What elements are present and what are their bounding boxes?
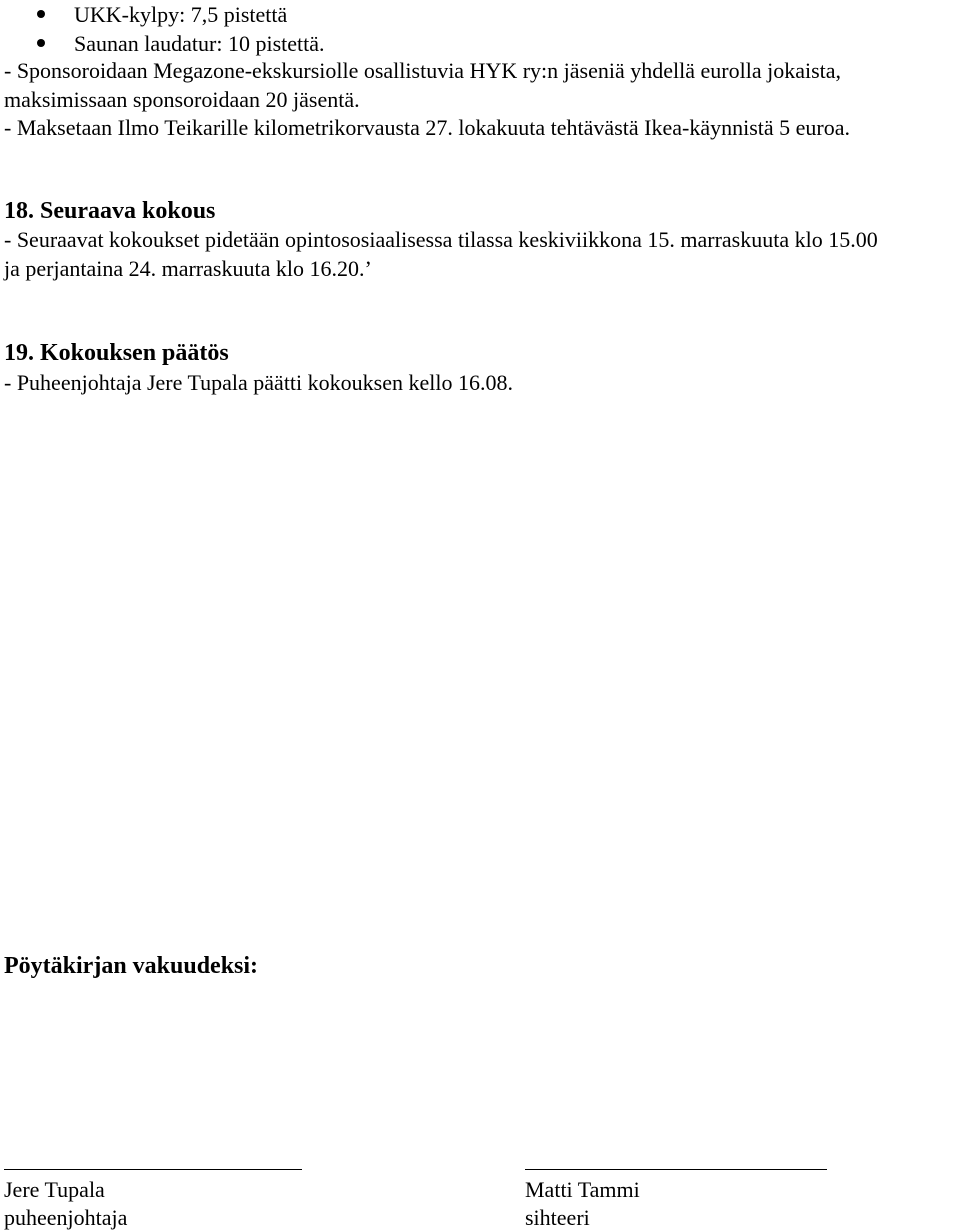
certification-label: Pöytäkirjan vakuudeksi: — [4, 953, 259, 979]
section-19-line-1: - Puheenjohtaja Jere Tupala päätti kokouksen kello 16.08. — [4, 370, 513, 395]
payment-line: - Maksetaan Ilmo Teikarille kilometrikorvausta 27. lokakuuta tehtävästä Ikea-käynnistä 5 euroa. — [4, 115, 850, 140]
section-19-heading: 19. Kokouksen päätös — [4, 340, 229, 366]
signer-name-secretary: Matti Tammi — [525, 1177, 640, 1202]
sponsor-line-2: maksimissaan sponsoroidaan 20 jäsentä. — [4, 87, 360, 112]
signature-line-chair — [4, 1169, 302, 1170]
signer-name-chair: Jere Tupala — [4, 1177, 105, 1202]
section-18-line-1: - Seuraavat kokoukset pidetään opintososiaalisessa tilassa keskiviikkona 15. marraskuuta klo 15.00 — [4, 227, 878, 252]
section-18-line-2: ja perjantaina 24. marraskuuta klo 16.20.’ — [4, 256, 372, 281]
sponsor-line-1: - Sponsoroidaan Megazone-ekskursiolle osallistuvia HYK ry:n jäseniä yhdellä eurolla jokaista, — [4, 58, 842, 83]
signer-role-secretary: sihteeri — [525, 1205, 590, 1230]
bullet-icon — [37, 39, 45, 47]
signature-line-secretary — [525, 1169, 827, 1170]
bullet-text: UKK-kylpy: 7,5 pistettä — [74, 2, 288, 27]
signer-role-chair: puheenjohtaja — [4, 1205, 128, 1230]
bullet-text: Saunan laudatur: 10 pistettä. — [74, 31, 325, 56]
bullet-icon — [37, 10, 45, 18]
section-18-heading: 18. Seuraava kokous — [4, 198, 216, 224]
